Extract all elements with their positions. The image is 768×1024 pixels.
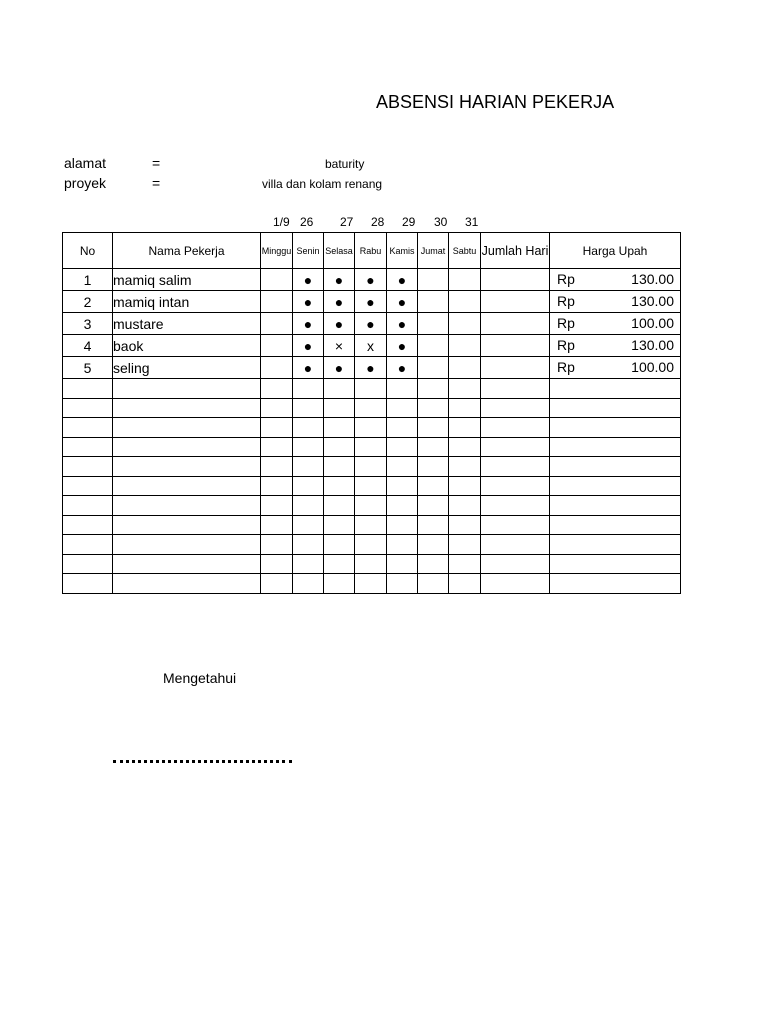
row-harga-upah	[550, 291, 681, 313]
wage-amount: 100.00	[631, 359, 674, 375]
currency-label: Rp	[557, 315, 575, 331]
empty-cell	[113, 457, 261, 477]
row-nama: mamiq intan	[113, 291, 261, 313]
currency-label: Rp	[557, 271, 575, 287]
row-mark-rabu: ●	[355, 357, 387, 379]
table-row	[63, 291, 681, 313]
row-mark-rabu: ●	[355, 269, 387, 291]
empty-cell	[387, 457, 418, 477]
row-mark-rabu: x	[355, 335, 387, 357]
empty-cell	[293, 398, 324, 418]
empty-cell	[418, 496, 449, 516]
empty-cell	[418, 457, 449, 477]
row-mark-senin: ●	[293, 291, 324, 313]
empty-cell	[293, 515, 324, 535]
alamat-label: alamat	[64, 155, 107, 171]
row-mark-senin: ●	[293, 335, 324, 357]
empty-cell	[550, 418, 681, 438]
empty-cell	[418, 535, 449, 555]
row-nama: mamiq salim	[113, 269, 261, 291]
empty-cell	[449, 554, 481, 574]
header-senin: Senin	[293, 233, 324, 269]
empty-cell	[418, 418, 449, 438]
row-nama: baok	[113, 335, 261, 357]
row-mark-minggu	[261, 335, 293, 357]
row-mark-rabu: ●	[355, 291, 387, 313]
header-minggu: Minggu	[261, 233, 293, 269]
alamat-equals: =	[152, 155, 161, 171]
empty-cell	[355, 554, 387, 574]
empty-cell	[293, 437, 324, 457]
row-jumlah-hari	[481, 291, 550, 313]
row-mark-jumat	[418, 291, 449, 313]
attendance-table	[62, 232, 681, 594]
empty-cell	[293, 496, 324, 516]
empty-cell	[293, 535, 324, 555]
empty-cell	[418, 398, 449, 418]
row-nama: seling	[113, 357, 261, 379]
date-senin: 26	[300, 215, 314, 229]
row-mark-sabtu	[449, 335, 481, 357]
empty-cell	[355, 398, 387, 418]
table-row	[63, 357, 681, 379]
empty-cell	[550, 515, 681, 535]
wage-amount: 130.00	[631, 271, 674, 287]
empty-cell	[113, 496, 261, 516]
row-mark-kamis: ●	[387, 357, 418, 379]
row-mark-kamis: ●	[387, 291, 418, 313]
empty-cell	[387, 398, 418, 418]
empty-cell	[63, 398, 113, 418]
empty-cell	[550, 574, 681, 594]
empty-cell	[481, 535, 550, 555]
empty-cell	[261, 457, 293, 477]
row-mark-jumat	[418, 269, 449, 291]
empty-cell	[261, 437, 293, 457]
date-selasa: 27	[340, 215, 354, 229]
wage-amount: 130.00	[631, 293, 674, 309]
empty-cell	[387, 554, 418, 574]
row-jumlah-hari	[481, 313, 550, 335]
empty-cell	[113, 418, 261, 438]
empty-cell	[481, 574, 550, 594]
header-rabu: Rabu	[355, 233, 387, 269]
empty-cell	[418, 554, 449, 574]
empty-cell	[293, 476, 324, 496]
empty-cell	[481, 554, 550, 574]
empty-cell	[293, 418, 324, 438]
row-harga-upah	[550, 357, 681, 379]
empty-cell	[550, 496, 681, 516]
row-jumlah-hari	[481, 357, 550, 379]
empty-cell	[449, 398, 481, 418]
header-sabtu: Sabtu	[449, 233, 481, 269]
table-header-row	[63, 233, 681, 269]
empty-cell	[355, 476, 387, 496]
row-nama: mustare	[113, 313, 261, 335]
header-nama: Nama Pekerja	[113, 233, 261, 269]
empty-cell	[324, 398, 355, 418]
empty-cell	[418, 574, 449, 594]
row-mark-kamis: ●	[387, 269, 418, 291]
row-mark-selasa: ●	[324, 313, 355, 335]
wage-amount: 130.00	[631, 337, 674, 353]
empty-row	[63, 398, 681, 418]
empty-cell	[293, 574, 324, 594]
empty-cell	[324, 515, 355, 535]
empty-cell	[481, 418, 550, 438]
header-kamis: Kamis	[387, 233, 418, 269]
row-mark-jumat	[418, 335, 449, 357]
empty-cell	[261, 418, 293, 438]
row-mark-senin: ●	[293, 269, 324, 291]
empty-cell	[324, 437, 355, 457]
row-mark-sabtu	[449, 313, 481, 335]
empty-cell	[113, 437, 261, 457]
empty-cell	[63, 476, 113, 496]
empty-cell	[355, 496, 387, 516]
empty-row	[63, 437, 681, 457]
empty-cell	[293, 457, 324, 477]
empty-cell	[63, 554, 113, 574]
empty-cell	[113, 398, 261, 418]
empty-cell	[355, 535, 387, 555]
empty-cell	[449, 496, 481, 516]
empty-cell	[293, 379, 324, 399]
empty-cell	[550, 398, 681, 418]
empty-cell	[355, 515, 387, 535]
empty-cell	[113, 574, 261, 594]
empty-cell	[63, 574, 113, 594]
empty-cell	[261, 574, 293, 594]
row-jumlah-hari	[481, 269, 550, 291]
empty-cell	[481, 496, 550, 516]
empty-cell	[481, 457, 550, 477]
empty-cell	[355, 437, 387, 457]
empty-cell	[481, 515, 550, 535]
empty-cell	[324, 574, 355, 594]
empty-cell	[63, 535, 113, 555]
table-body	[63, 269, 681, 594]
alamat-value: baturity	[325, 157, 365, 171]
empty-cell	[261, 535, 293, 555]
empty-cell	[550, 535, 681, 555]
proyek-equals: =	[152, 175, 161, 191]
empty-cell	[449, 418, 481, 438]
empty-cell	[324, 535, 355, 555]
row-mark-selasa: ●	[324, 291, 355, 313]
empty-cell	[550, 554, 681, 574]
empty-cell	[418, 437, 449, 457]
empty-row	[63, 535, 681, 555]
proyek-value: villa dan kolam renang	[262, 177, 383, 191]
empty-cell	[387, 496, 418, 516]
row-mark-minggu	[261, 269, 293, 291]
empty-cell	[355, 574, 387, 594]
empty-cell	[113, 515, 261, 535]
empty-row	[63, 496, 681, 516]
mengetahui-label: Mengetahui	[163, 670, 237, 686]
empty-cell	[387, 476, 418, 496]
row-mark-minggu	[261, 357, 293, 379]
row-mark-minggu	[261, 291, 293, 313]
row-mark-selasa: ●	[324, 357, 355, 379]
header-jumlah-hari: Jumlah Hari	[481, 233, 550, 269]
empty-cell	[261, 379, 293, 399]
currency-label: Rp	[557, 359, 575, 375]
empty-cell	[63, 418, 113, 438]
row-mark-sabtu	[449, 269, 481, 291]
empty-row	[63, 515, 681, 535]
header-jumat: Jumat	[418, 233, 449, 269]
empty-cell	[261, 476, 293, 496]
empty-cell	[261, 554, 293, 574]
empty-cell	[324, 554, 355, 574]
row-mark-senin: ●	[293, 357, 324, 379]
row-no: 1	[63, 269, 113, 291]
empty-cell	[261, 398, 293, 418]
wage-amount: 100.00	[631, 315, 674, 331]
row-mark-jumat	[418, 357, 449, 379]
signature-line	[113, 760, 292, 763]
empty-cell	[113, 379, 261, 399]
row-mark-sabtu	[449, 357, 481, 379]
row-mark-selasa: ×	[324, 335, 355, 357]
row-mark-kamis: ●	[387, 335, 418, 357]
empty-row	[63, 554, 681, 574]
row-jumlah-hari	[481, 335, 550, 357]
empty-cell	[418, 379, 449, 399]
empty-cell	[355, 379, 387, 399]
empty-cell	[449, 476, 481, 496]
empty-cell	[387, 515, 418, 535]
date-sabtu: 31	[465, 215, 479, 229]
empty-cell	[324, 496, 355, 516]
empty-cell	[481, 379, 550, 399]
row-mark-selasa: ●	[324, 269, 355, 291]
empty-cell	[449, 515, 481, 535]
empty-cell	[449, 535, 481, 555]
row-no: 5	[63, 357, 113, 379]
empty-cell	[324, 418, 355, 438]
row-mark-minggu	[261, 313, 293, 335]
empty-row	[63, 457, 681, 477]
date-minggu: 1/9	[273, 215, 290, 229]
empty-cell	[387, 535, 418, 555]
empty-cell	[418, 515, 449, 535]
empty-cell	[481, 476, 550, 496]
row-harga-upah	[550, 313, 681, 335]
empty-cell	[63, 379, 113, 399]
empty-cell	[481, 398, 550, 418]
currency-label: Rp	[557, 293, 575, 309]
row-mark-rabu: ●	[355, 313, 387, 335]
empty-cell	[481, 437, 550, 457]
empty-cell	[449, 574, 481, 594]
empty-cell	[355, 457, 387, 477]
header-selasa: Selasa	[324, 233, 355, 269]
row-no: 2	[63, 291, 113, 313]
row-mark-sabtu	[449, 291, 481, 313]
empty-cell	[63, 437, 113, 457]
row-mark-jumat	[418, 313, 449, 335]
row-mark-kamis: ●	[387, 313, 418, 335]
date-jumat: 30	[434, 215, 448, 229]
date-kamis: 29	[402, 215, 416, 229]
empty-row	[63, 574, 681, 594]
proyek-label: proyek	[64, 175, 107, 191]
empty-row	[63, 418, 681, 438]
empty-cell	[550, 379, 681, 399]
empty-cell	[63, 515, 113, 535]
empty-cell	[113, 476, 261, 496]
empty-cell	[449, 379, 481, 399]
header-harga-upah: Harga Upah	[550, 233, 681, 269]
table-row	[63, 313, 681, 335]
empty-cell	[387, 437, 418, 457]
header-no: No	[63, 233, 113, 269]
empty-cell	[449, 437, 481, 457]
empty-cell	[324, 476, 355, 496]
empty-cell	[324, 379, 355, 399]
empty-row	[63, 476, 681, 496]
page-title: ABSENSI HARIAN PEKERJA	[376, 92, 615, 112]
empty-cell	[550, 437, 681, 457]
empty-cell	[324, 457, 355, 477]
empty-cell	[387, 574, 418, 594]
empty-cell	[63, 496, 113, 516]
row-harga-upah	[550, 335, 681, 357]
empty-cell	[550, 476, 681, 496]
empty-cell	[550, 457, 681, 477]
empty-cell	[418, 476, 449, 496]
empty-cell	[63, 457, 113, 477]
row-no: 4	[63, 335, 113, 357]
date-rabu: 28	[371, 215, 385, 229]
empty-cell	[387, 418, 418, 438]
table-row	[63, 269, 681, 291]
row-harga-upah	[550, 269, 681, 291]
currency-label: Rp	[557, 337, 575, 353]
table-row	[63, 335, 681, 357]
empty-row	[63, 379, 681, 399]
empty-cell	[261, 496, 293, 516]
empty-cell	[293, 554, 324, 574]
empty-cell	[113, 535, 261, 555]
row-no: 3	[63, 313, 113, 335]
empty-cell	[449, 457, 481, 477]
empty-cell	[261, 515, 293, 535]
row-mark-senin: ●	[293, 313, 324, 335]
empty-cell	[387, 379, 418, 399]
empty-cell	[113, 554, 261, 574]
empty-cell	[355, 418, 387, 438]
